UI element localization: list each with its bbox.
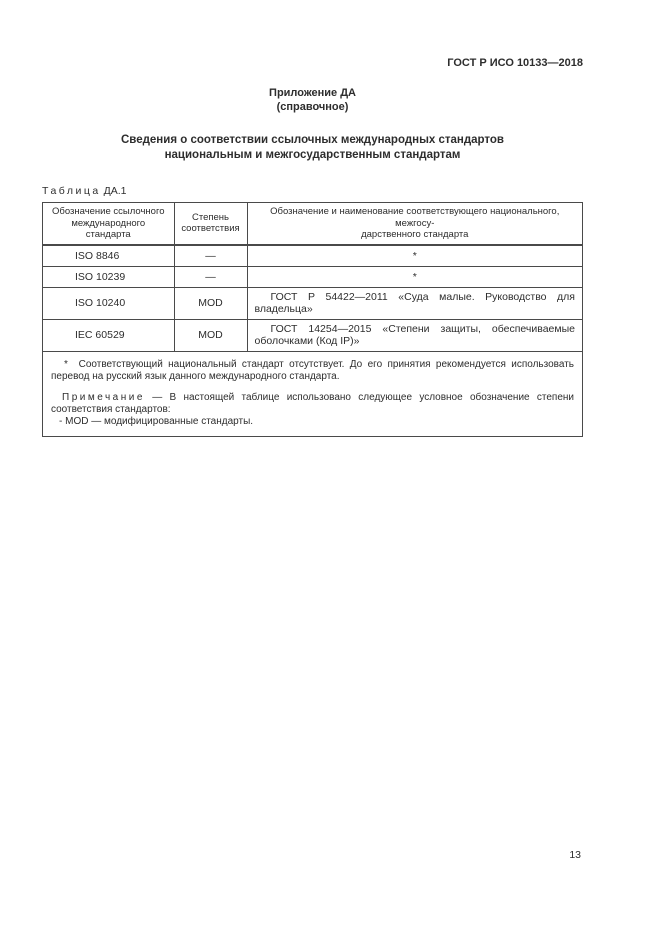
document-title (42, 133, 583, 162)
page-content (0, 0, 661, 437)
cell-degree: MOD (174, 319, 247, 351)
col-header-line: международного стандарта (71, 217, 146, 240)
table-caption (42, 185, 583, 197)
annex-label: Приложение ДА (269, 87, 356, 99)
reference-table-grid (43, 203, 582, 352)
document-title-line2: национальным и межгосударственным стандартам (164, 148, 461, 161)
table-footer (43, 352, 582, 436)
table-footnote (51, 359, 574, 383)
footnote-marker: * (64, 358, 68, 370)
col-header-reference-standard (43, 203, 174, 245)
cell-degree: — (174, 266, 247, 287)
col-header-degree (174, 203, 247, 245)
table-caption-label: Таблица (42, 185, 101, 197)
cell-national: * (247, 245, 582, 267)
col-header-line: дарственного стандарта (361, 229, 469, 240)
cell-national: ГОСТ Р 54422—2011 «Суда малые. Руководство для владельца» (247, 287, 582, 319)
note-text: — В настоящей таблице использовано следующее условное обозначение степени соответствия стандартов: (51, 391, 574, 415)
table-header-row (43, 203, 582, 245)
annex-block (42, 87, 583, 114)
col-header-line: Степень (191, 211, 229, 223)
reference-table (42, 202, 583, 437)
table-caption-number: ДА.1 (103, 185, 127, 197)
cell-national: * (247, 266, 582, 287)
table-row (43, 319, 582, 351)
running-header: ГОСТ Р ИСО 10133—2018 (447, 57, 583, 69)
table-row (43, 245, 582, 267)
note-item: - MOD — модифицированные стандарты. (59, 415, 254, 427)
col-header-line: Обозначение и наименование соответствующего национального, межгосу- (270, 206, 560, 229)
table-row (43, 266, 582, 287)
footnote-text: Соответствующий национальный стандарт отсутствует. До его принятия рекомендуется использовать перевод на русский язык данного международного стандарта. (51, 358, 574, 382)
cell-standard: IEC 60529 (43, 319, 174, 351)
cell-standard: ISO 10240 (43, 287, 174, 319)
cell-national: ГОСТ 14254—2015 «Степени защиты, обеспечиваемые оболочками (Код IP)» (247, 319, 582, 351)
table-row (43, 287, 582, 319)
cell-standard: ISO 10239 (43, 266, 174, 287)
cell-standard: ISO 8846 (43, 245, 174, 267)
cell-degree: MOD (174, 287, 247, 319)
annex-type: (справочное) (276, 100, 349, 113)
col-header-national-standard (247, 203, 582, 245)
table-note (51, 392, 574, 416)
cell-degree: — (174, 245, 247, 267)
document-title-line1: Сведения о соответствии ссылочных международных стандартов (120, 134, 504, 146)
note-label: Примечание (62, 391, 145, 403)
col-header-line: Обозначение ссылочного (52, 206, 165, 217)
page-number: 13 (569, 849, 581, 861)
col-header-line: соответствия (181, 223, 240, 235)
